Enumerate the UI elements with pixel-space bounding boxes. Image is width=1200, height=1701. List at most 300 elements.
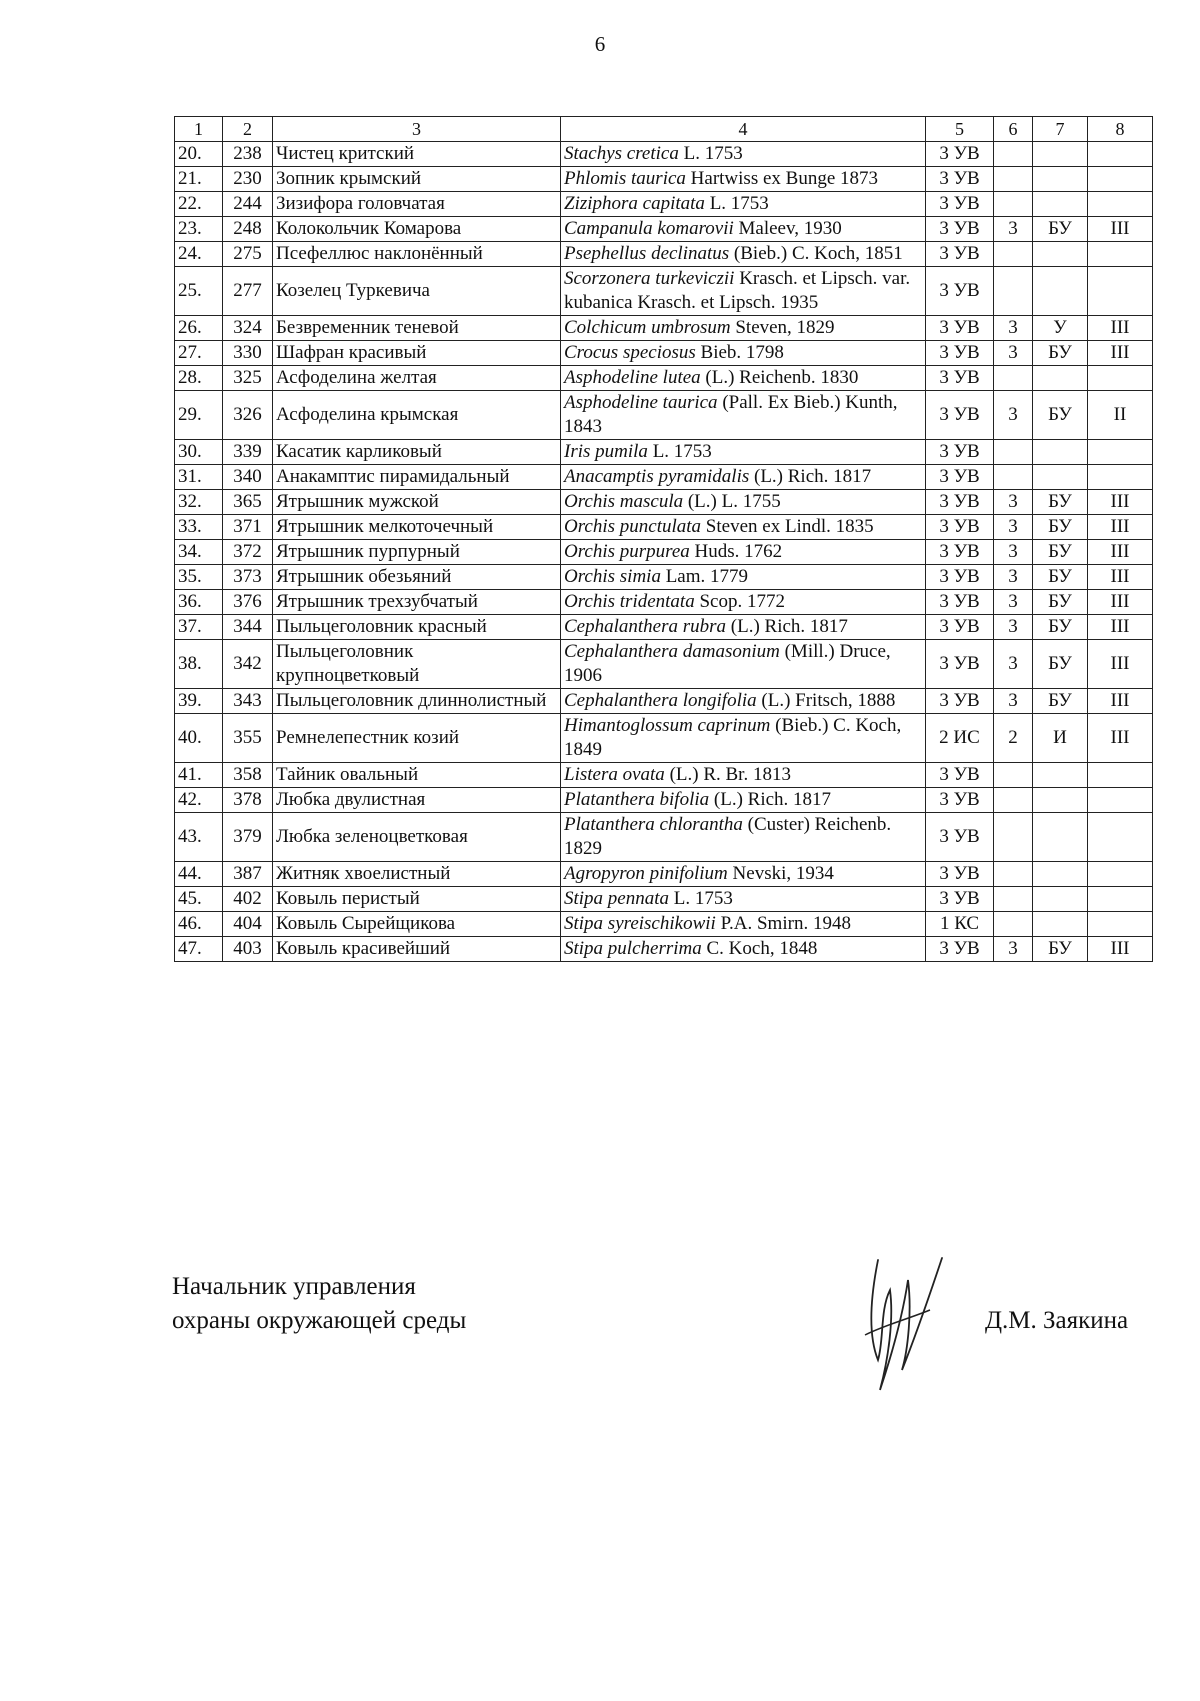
row-number: 27. bbox=[175, 341, 223, 366]
species-latin-name bbox=[561, 465, 926, 490]
row-number: 20. bbox=[175, 142, 223, 167]
species-russian-name: Пыльцеголовник красный bbox=[273, 615, 561, 640]
col6-value bbox=[994, 887, 1033, 912]
row-code: 343 bbox=[223, 689, 273, 714]
species-russian-name: Любка двулистная bbox=[273, 788, 561, 813]
table-row bbox=[175, 217, 1153, 242]
latin-genus-species: Anacamptis pyramidalis bbox=[564, 466, 750, 487]
latin-author: Nevski, 1934 bbox=[727, 863, 834, 884]
status-category: 3 УВ bbox=[926, 341, 994, 366]
row-number: 28. bbox=[175, 366, 223, 391]
column-header: 3 bbox=[273, 117, 561, 142]
row-code: 326 bbox=[223, 391, 273, 440]
row-code: 358 bbox=[223, 763, 273, 788]
species-russian-name: Ятрышник мужской bbox=[273, 490, 561, 515]
col6-value bbox=[994, 763, 1033, 788]
latin-genus-species: Orchis purpurea bbox=[564, 541, 690, 562]
col7-value bbox=[1033, 440, 1088, 465]
species-latin-name bbox=[561, 887, 926, 912]
col6-value: 3 bbox=[994, 565, 1033, 590]
species-russian-name: Ремнелепестник козий bbox=[273, 714, 561, 763]
row-number: 41. bbox=[175, 763, 223, 788]
status-category: 3 УВ bbox=[926, 887, 994, 912]
latin-author: Maleev, 1930 bbox=[733, 218, 842, 239]
latin-genus-species: Asphodeline taurica bbox=[564, 392, 718, 413]
status-category: 3 УВ bbox=[926, 391, 994, 440]
col7-value: БУ bbox=[1033, 615, 1088, 640]
species-russian-name: Пыльцеголовник крупноцветковый bbox=[273, 640, 561, 689]
row-code: 339 bbox=[223, 440, 273, 465]
row-number: 44. bbox=[175, 862, 223, 887]
status-category: 3 УВ bbox=[926, 689, 994, 714]
row-number: 43. bbox=[175, 813, 223, 862]
species-russian-name: Козелец Туркевича bbox=[273, 267, 561, 316]
species-latin-name bbox=[561, 788, 926, 813]
col6-value: 3 bbox=[994, 217, 1033, 242]
row-number: 34. bbox=[175, 540, 223, 565]
latin-author: Steven ex Lindl. 1835 bbox=[701, 516, 874, 537]
row-code: 344 bbox=[223, 615, 273, 640]
signatory-title-line2: охраны окружающей среды bbox=[172, 1307, 467, 1334]
species-russian-name: Ковыль красивейший bbox=[273, 937, 561, 962]
col7-value bbox=[1033, 813, 1088, 862]
col7-value bbox=[1033, 167, 1088, 192]
status-category: 3 УВ bbox=[926, 640, 994, 689]
table-row bbox=[175, 565, 1153, 590]
table-row bbox=[175, 167, 1153, 192]
col8-value: III bbox=[1088, 217, 1153, 242]
species-russian-name: Псефеллюс наклонённый bbox=[273, 242, 561, 267]
species-russian-name: Житняк хвоелистный bbox=[273, 862, 561, 887]
col6-value: 3 bbox=[994, 341, 1033, 366]
column-header: 5 bbox=[926, 117, 994, 142]
latin-author: Steven, 1829 bbox=[730, 317, 835, 338]
col6-value: 3 bbox=[994, 515, 1033, 540]
latin-author: Lam. 1779 bbox=[660, 566, 749, 587]
species-russian-name: Анакамптис пирамидальный bbox=[273, 465, 561, 490]
species-russian-name: Пыльцеголовник длиннолистный bbox=[273, 689, 561, 714]
col7-value bbox=[1033, 242, 1088, 267]
row-code: 373 bbox=[223, 565, 273, 590]
col8-value bbox=[1088, 366, 1153, 391]
col8-value: III bbox=[1088, 490, 1153, 515]
species-latin-name bbox=[561, 540, 926, 565]
latin-genus-species: Colchicum umbrosum bbox=[564, 317, 731, 338]
column-header: 1 bbox=[175, 117, 223, 142]
row-code: 379 bbox=[223, 813, 273, 862]
latin-author: L. 1753 bbox=[678, 143, 743, 164]
latin-genus-species: Orchis tridentata bbox=[564, 591, 695, 612]
latin-author: Scop. 1772 bbox=[694, 591, 785, 612]
table-row bbox=[175, 316, 1153, 341]
row-code: 378 bbox=[223, 788, 273, 813]
status-category: 3 УВ bbox=[926, 565, 994, 590]
col8-value: III bbox=[1088, 590, 1153, 615]
col7-value: БУ bbox=[1033, 540, 1088, 565]
status-category: 3 УВ bbox=[926, 763, 994, 788]
col7-value bbox=[1033, 763, 1088, 788]
row-code: 355 bbox=[223, 714, 273, 763]
row-number: 37. bbox=[175, 615, 223, 640]
col8-value bbox=[1088, 267, 1153, 316]
species-latin-name bbox=[561, 515, 926, 540]
row-code: 248 bbox=[223, 217, 273, 242]
species-latin-name bbox=[561, 640, 926, 689]
row-number: 29. bbox=[175, 391, 223, 440]
col8-value: III bbox=[1088, 689, 1153, 714]
column-header: 2 bbox=[223, 117, 273, 142]
latin-genus-species: Platanthera bifolia bbox=[564, 789, 710, 810]
table-row bbox=[175, 813, 1153, 862]
table-row bbox=[175, 590, 1153, 615]
col6-value bbox=[994, 912, 1033, 937]
latin-author: L. 1753 bbox=[704, 193, 769, 214]
latin-author: Huds. 1762 bbox=[689, 541, 783, 562]
species-latin-name bbox=[561, 615, 926, 640]
status-category: 3 УВ bbox=[926, 142, 994, 167]
row-code: 342 bbox=[223, 640, 273, 689]
col7-value bbox=[1033, 912, 1088, 937]
col6-value: 3 bbox=[994, 590, 1033, 615]
latin-genus-species: Phlomis taurica bbox=[564, 168, 686, 189]
status-category: 1 КС bbox=[926, 912, 994, 937]
species-russian-name: Тайник овальный bbox=[273, 763, 561, 788]
latin-author: (L.) Fritsch, 1888 bbox=[756, 690, 896, 711]
row-code: 244 bbox=[223, 192, 273, 217]
col6-value: 3 bbox=[994, 937, 1033, 962]
col8-value bbox=[1088, 167, 1153, 192]
species-russian-name: Ковыль перистый bbox=[273, 887, 561, 912]
latin-author: (L.) Rich. 1817 bbox=[709, 789, 832, 810]
status-category: 3 УВ bbox=[926, 515, 994, 540]
column-header: 4 bbox=[561, 117, 926, 142]
table-row bbox=[175, 192, 1153, 217]
latin-genus-species: Campanula komarovii bbox=[564, 218, 734, 239]
row-code: 365 bbox=[223, 490, 273, 515]
col7-value: БУ bbox=[1033, 689, 1088, 714]
latin-author: (Bieb.) C. Koch, 1849 bbox=[564, 715, 902, 760]
status-category: 3 УВ bbox=[926, 465, 994, 490]
species-latin-name bbox=[561, 813, 926, 862]
row-number: 33. bbox=[175, 515, 223, 540]
col7-value: И bbox=[1033, 714, 1088, 763]
row-code: 330 bbox=[223, 341, 273, 366]
latin-genus-species: Cephalanthera longifolia bbox=[564, 690, 757, 711]
row-code: 376 bbox=[223, 590, 273, 615]
table-row bbox=[175, 640, 1153, 689]
table-row bbox=[175, 763, 1153, 788]
col8-value bbox=[1088, 763, 1153, 788]
table-header-row bbox=[175, 117, 1153, 142]
species-latin-name bbox=[561, 341, 926, 366]
latin-author: L. 1753 bbox=[669, 888, 733, 909]
species-russian-name: Зопник крымский bbox=[273, 167, 561, 192]
species-russian-name: Безвременник теневой bbox=[273, 316, 561, 341]
col7-value: У bbox=[1033, 316, 1088, 341]
species-latin-name bbox=[561, 689, 926, 714]
latin-genus-species: Crocus speciosus bbox=[564, 342, 696, 363]
latin-genus-species: Listera ovata bbox=[564, 764, 665, 785]
latin-genus-species: Orchis simia bbox=[564, 566, 661, 587]
row-number: 47. bbox=[175, 937, 223, 962]
species-russian-name: Зизифора головчатая bbox=[273, 192, 561, 217]
col8-value: III bbox=[1088, 714, 1153, 763]
col7-value bbox=[1033, 366, 1088, 391]
row-code: 371 bbox=[223, 515, 273, 540]
status-category: 3 УВ bbox=[926, 540, 994, 565]
col8-value bbox=[1088, 862, 1153, 887]
species-latin-name bbox=[561, 192, 926, 217]
species-russian-name: Ковыль Сырейщикова bbox=[273, 912, 561, 937]
species-latin-name bbox=[561, 912, 926, 937]
col6-value bbox=[994, 465, 1033, 490]
col7-value bbox=[1033, 465, 1088, 490]
col7-value bbox=[1033, 192, 1088, 217]
col6-value bbox=[994, 440, 1033, 465]
col6-value bbox=[994, 267, 1033, 316]
latin-author: C. Koch, 1848 bbox=[701, 938, 818, 959]
species-russian-name: Асфоделина желтая bbox=[273, 366, 561, 391]
latin-genus-species: Asphodeline lutea bbox=[564, 367, 701, 388]
latin-author: (Pall. Ex Bieb.) Kunth, 1843 bbox=[564, 392, 898, 437]
status-category: 3 УВ bbox=[926, 267, 994, 316]
col8-value: III bbox=[1088, 515, 1153, 540]
status-category: 3 УВ bbox=[926, 590, 994, 615]
species-russian-name: Ятрышник мелкоточечный bbox=[273, 515, 561, 540]
latin-genus-species: Stipa syreischikowii bbox=[564, 913, 716, 934]
row-number: 45. bbox=[175, 887, 223, 912]
col8-value bbox=[1088, 242, 1153, 267]
col8-value: III bbox=[1088, 615, 1153, 640]
status-category: 3 УВ bbox=[926, 366, 994, 391]
row-code: 403 bbox=[223, 937, 273, 962]
col6-value: 3 bbox=[994, 615, 1033, 640]
latin-author: Krasch. et Lipsch. var. kubanica Krasch. et Lipsch. 1935 bbox=[564, 268, 911, 313]
row-number: 26. bbox=[175, 316, 223, 341]
latin-genus-species: Cephalanthera rubra bbox=[564, 616, 727, 637]
latin-author: (L.) R. Br. 1813 bbox=[664, 764, 791, 785]
species-russian-name: Ятрышник трехзубчатый bbox=[273, 590, 561, 615]
species-latin-name bbox=[561, 565, 926, 590]
col6-value: 3 bbox=[994, 316, 1033, 341]
latin-author: Bieb. 1798 bbox=[695, 342, 784, 363]
table-row bbox=[175, 465, 1153, 490]
col8-value bbox=[1088, 912, 1153, 937]
latin-genus-species: Himantoglossum caprinum bbox=[564, 715, 771, 736]
species-russian-name: Шафран красивый bbox=[273, 341, 561, 366]
row-number: 36. bbox=[175, 590, 223, 615]
latin-genus-species: Platanthera chlorantha bbox=[564, 814, 743, 835]
col7-value: БУ bbox=[1033, 391, 1088, 440]
col8-value bbox=[1088, 887, 1153, 912]
species-latin-name bbox=[561, 167, 926, 192]
col8-value: III bbox=[1088, 341, 1153, 366]
species-latin-name bbox=[561, 937, 926, 962]
status-category: 3 УВ bbox=[926, 615, 994, 640]
row-code: 324 bbox=[223, 316, 273, 341]
row-code: 230 bbox=[223, 167, 273, 192]
row-number: 25. bbox=[175, 267, 223, 316]
col7-value bbox=[1033, 887, 1088, 912]
species-latin-name bbox=[561, 590, 926, 615]
col6-value bbox=[994, 142, 1033, 167]
col7-value: БУ bbox=[1033, 937, 1088, 962]
col6-value: 2 bbox=[994, 714, 1033, 763]
species-latin-name bbox=[561, 316, 926, 341]
latin-author: (L.) Reichenb. 1830 bbox=[700, 367, 859, 388]
species-russian-name: Касатик карликовый bbox=[273, 440, 561, 465]
col6-value bbox=[994, 366, 1033, 391]
table-row bbox=[175, 788, 1153, 813]
col6-value: 3 bbox=[994, 391, 1033, 440]
species-latin-name bbox=[561, 862, 926, 887]
species-russian-name: Асфоделина крымская bbox=[273, 391, 561, 440]
column-header: 7 bbox=[1033, 117, 1088, 142]
col7-value: БУ bbox=[1033, 341, 1088, 366]
status-category: 3 УВ bbox=[926, 167, 994, 192]
species-latin-name bbox=[561, 217, 926, 242]
row-code: 277 bbox=[223, 267, 273, 316]
table-row bbox=[175, 341, 1153, 366]
row-number: 22. bbox=[175, 192, 223, 217]
latin-genus-species: Agropyron pinifolium bbox=[564, 863, 728, 884]
latin-author: (Custer) Reichenb. 1829 bbox=[564, 814, 892, 859]
col8-value bbox=[1088, 192, 1153, 217]
row-code: 387 bbox=[223, 862, 273, 887]
species-table bbox=[174, 116, 1153, 962]
col8-value: II bbox=[1088, 391, 1153, 440]
status-category: 3 УВ bbox=[926, 813, 994, 862]
species-russian-name: Любка зеленоцветковая bbox=[273, 813, 561, 862]
col8-value bbox=[1088, 142, 1153, 167]
table-row bbox=[175, 515, 1153, 540]
row-code: 325 bbox=[223, 366, 273, 391]
species-latin-name bbox=[561, 142, 926, 167]
row-code: 372 bbox=[223, 540, 273, 565]
row-number: 46. bbox=[175, 912, 223, 937]
status-category: 3 УВ bbox=[926, 937, 994, 962]
species-latin-name bbox=[561, 391, 926, 440]
table-row bbox=[175, 615, 1153, 640]
col6-value bbox=[994, 242, 1033, 267]
latin-genus-species: Scorzonera turkeviczii bbox=[564, 268, 735, 289]
table-row bbox=[175, 366, 1153, 391]
page-number: 6 bbox=[594, 32, 606, 56]
col8-value: III bbox=[1088, 540, 1153, 565]
species-latin-name bbox=[561, 267, 926, 316]
col7-value bbox=[1033, 267, 1088, 316]
col8-value bbox=[1088, 788, 1153, 813]
column-header: 6 bbox=[994, 117, 1033, 142]
row-code: 340 bbox=[223, 465, 273, 490]
col6-value bbox=[994, 192, 1033, 217]
table-row bbox=[175, 887, 1153, 912]
latin-author: (Mill.) Druce, 1906 bbox=[564, 641, 891, 686]
col7-value: БУ bbox=[1033, 217, 1088, 242]
row-number: 40. bbox=[175, 714, 223, 763]
table-row bbox=[175, 540, 1153, 565]
row-number: 30. bbox=[175, 440, 223, 465]
latin-genus-species: Iris pumila bbox=[564, 441, 648, 462]
species-russian-name: Ятрышник пурпурный bbox=[273, 540, 561, 565]
col8-value: III bbox=[1088, 640, 1153, 689]
signatory-name: Д.М. Заякина bbox=[985, 1307, 1129, 1334]
table-row bbox=[175, 714, 1153, 763]
signatory-title bbox=[172, 1270, 466, 1338]
col7-value: БУ bbox=[1033, 640, 1088, 689]
col6-value bbox=[994, 167, 1033, 192]
row-code: 275 bbox=[223, 242, 273, 267]
latin-genus-species: Ziziphora capitata bbox=[564, 193, 705, 214]
latin-genus-species: Stipa pennata bbox=[564, 888, 670, 909]
row-number: 31. bbox=[175, 465, 223, 490]
latin-author: (L.) L. 1755 bbox=[683, 491, 781, 512]
latin-author: (Bieb.) C. Koch, 1851 bbox=[729, 243, 903, 264]
col6-value bbox=[994, 862, 1033, 887]
row-code: 402 bbox=[223, 887, 273, 912]
col6-value bbox=[994, 813, 1033, 862]
row-number: 32. bbox=[175, 490, 223, 515]
latin-author: P.A. Smirn. 1948 bbox=[715, 913, 851, 934]
species-russian-name: Чистец критский bbox=[273, 142, 561, 167]
col6-value: 3 bbox=[994, 490, 1033, 515]
latin-author: (L.) Rich. 1817 bbox=[726, 616, 848, 637]
col7-value bbox=[1033, 862, 1088, 887]
status-category: 3 УВ bbox=[926, 788, 994, 813]
status-category: 3 УВ bbox=[926, 440, 994, 465]
col7-value bbox=[1033, 788, 1088, 813]
species-latin-name bbox=[561, 242, 926, 267]
col7-value: БУ bbox=[1033, 515, 1088, 540]
table-row bbox=[175, 490, 1153, 515]
latin-genus-species: Cephalanthera damasonium bbox=[564, 641, 780, 662]
latin-genus-species: Stachys cretica bbox=[564, 143, 679, 164]
table-row bbox=[175, 142, 1153, 167]
row-number: 21. bbox=[175, 167, 223, 192]
col8-value: III bbox=[1088, 937, 1153, 962]
table-row bbox=[175, 267, 1153, 316]
species-latin-name bbox=[561, 366, 926, 391]
latin-genus-species: Psephellus declinatus bbox=[564, 243, 730, 264]
table-row bbox=[175, 862, 1153, 887]
col6-value: 3 bbox=[994, 540, 1033, 565]
table-row bbox=[175, 689, 1153, 714]
species-latin-name bbox=[561, 714, 926, 763]
status-category: 3 УВ bbox=[926, 192, 994, 217]
table-row bbox=[175, 912, 1153, 937]
species-russian-name: Колокольчик Комарова bbox=[273, 217, 561, 242]
row-number: 24. bbox=[175, 242, 223, 267]
col7-value: БУ bbox=[1033, 565, 1088, 590]
species-russian-name: Ятрышник обезьяний bbox=[273, 565, 561, 590]
col8-value bbox=[1088, 440, 1153, 465]
status-category: 3 УВ bbox=[926, 490, 994, 515]
row-number: 39. bbox=[175, 689, 223, 714]
species-latin-name bbox=[561, 440, 926, 465]
col7-value: БУ bbox=[1033, 590, 1088, 615]
row-code: 238 bbox=[223, 142, 273, 167]
status-category: 3 УВ bbox=[926, 862, 994, 887]
species-latin-name bbox=[561, 490, 926, 515]
col8-value: III bbox=[1088, 316, 1153, 341]
table-row bbox=[175, 440, 1153, 465]
col7-value: БУ bbox=[1033, 490, 1088, 515]
latin-genus-species: Orchis mascula bbox=[564, 491, 684, 512]
status-category: 2 ИС bbox=[926, 714, 994, 763]
row-number: 38. bbox=[175, 640, 223, 689]
latin-genus-species: Stipa pulcherrima bbox=[564, 938, 702, 959]
row-number: 42. bbox=[175, 788, 223, 813]
